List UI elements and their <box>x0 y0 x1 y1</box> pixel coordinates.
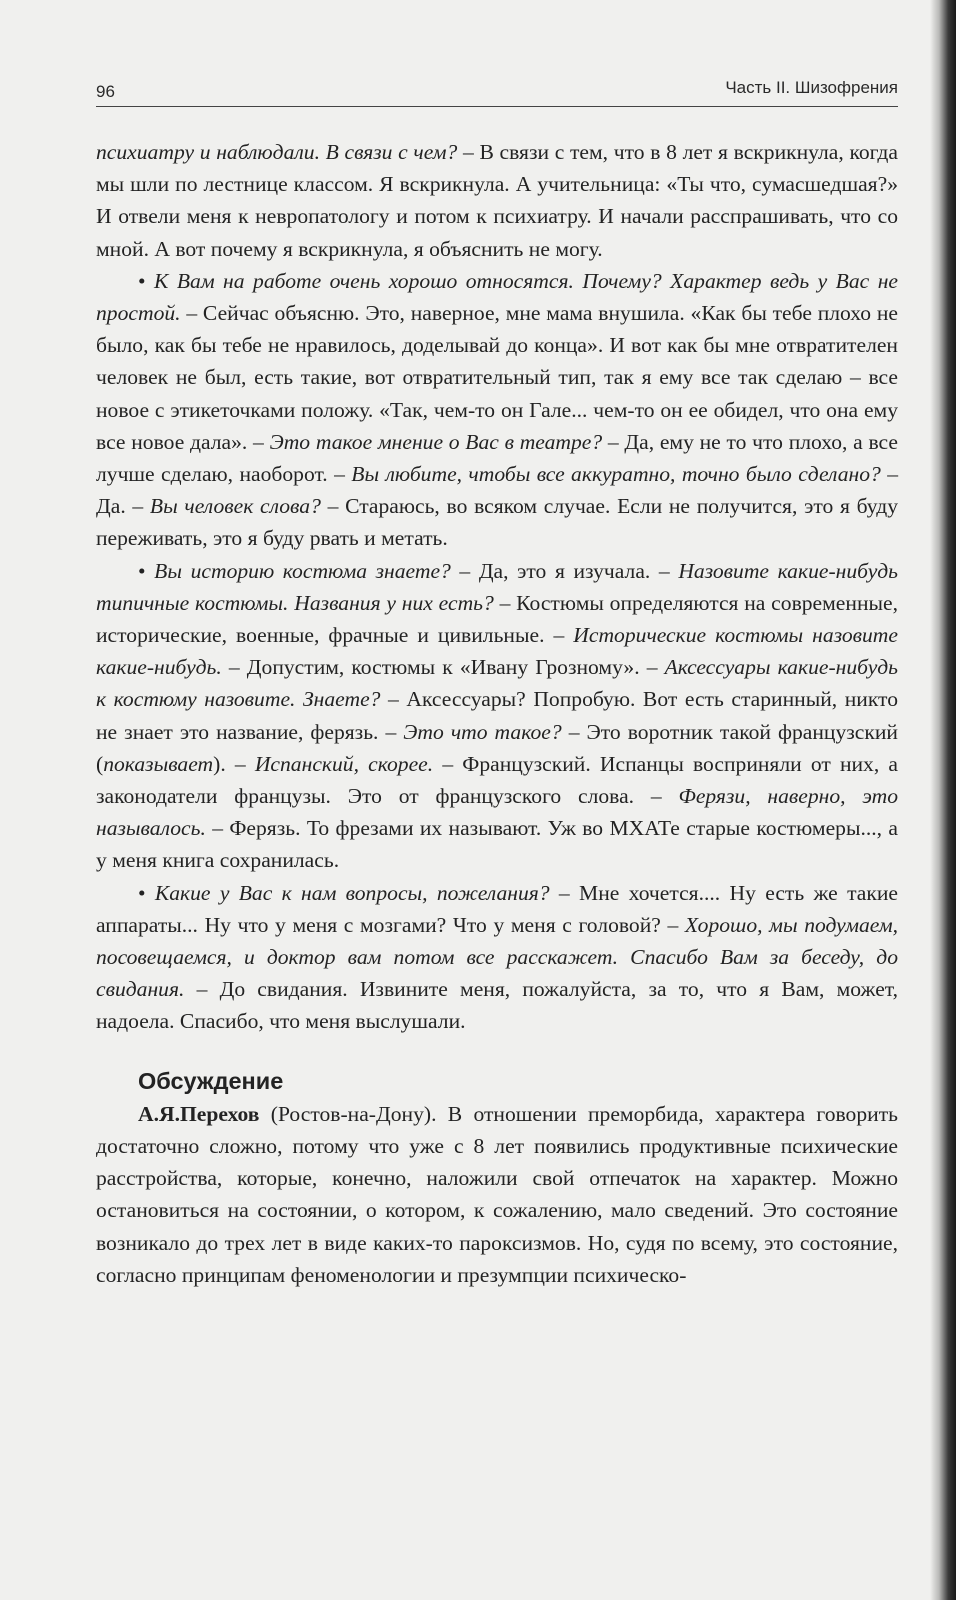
question-text: показывает <box>103 751 214 776</box>
answer-text: – Да, это я изучала. – <box>450 558 679 583</box>
paragraph-1 <box>96 136 898 265</box>
question-text: К Вам на работе очень хорошо относятся. Почему? Характер ведь у Вас не простой. <box>96 268 898 326</box>
question-text: Это такое мнение о Вас в театре? <box>269 429 603 454</box>
answer-text: – Стараюсь, во всяком случае. Если не получится, это я буду переживать, это я буду рвать и метать. <box>96 494 899 551</box>
answer-text: – В связи с тем, что в 8 лет я вскрикнула, когда мы шли по лестнице классом. Я вскрикнула. А учительница: «Ты что, сумасшедшая?» И отвели меня к невропатологу и потом к психиатру. И начали расспрашивать, что со мной. А вот почему я вскрикнула, я объяснить не могу. <box>96 140 899 261</box>
book-spine-shadow <box>930 0 956 1600</box>
answer-text: – Допустим, костюмы к «Ивану Грозному». – <box>221 655 665 680</box>
answer-text: – Костюмы определяются на современные, исторические, военные, фрачные и цивильные. – <box>96 590 898 648</box>
question-text: Вы любите, чтобы все аккуратно, точно было сделано? <box>351 462 881 487</box>
answer-text: – Сейчас объясню. Это, наверное, мне мама внушила. «Как бы тебе плохо не было, как бы тебе не нравилось, доделывай до конца». И вот как бы мне отвратителен человек не был, есть такие, вот отвратительный тип, так я ему все так сделаю – все новое с этикеточками положу. «Так, чем-то он Гале... чем-то он ее обидел, что она ему все новое дала». – <box>96 301 898 454</box>
answer-text: • <box>138 268 155 293</box>
question-text: Вы человек слова? <box>149 494 321 519</box>
question-text: Исторические костюмы назовите какие-нибудь. <box>96 623 898 680</box>
question-text: Это что такое? <box>403 719 562 744</box>
discussion-paragraph <box>96 1098 898 1291</box>
answer-text: – Французский. Испанцы восприняли от них, а законодатели французы. Это от французского слова. – <box>96 751 898 809</box>
question-text: Ферязи, наверно, это называлось. <box>96 784 898 841</box>
answer-text: – Ферязь. То фрезами их называют. Уж во МХАТе старые костюмеры..., а у меня книга сохранилась. <box>96 816 898 873</box>
answer-text: – Аксессуары? Попробую. Вот есть старинный, никто не знает это название, ферязь. – <box>96 687 898 744</box>
paragraph-4 <box>96 877 898 1038</box>
answer-text: • <box>138 880 155 905</box>
speaker-name: А.Я.Перехов <box>138 1101 260 1126</box>
question-text: Хорошо, мы подумаем, посовещаемся, и доктор вам потом все расскажет. Спасибо Вам за беседу, до свидания. <box>96 912 898 1002</box>
question-text: Какие у Вас к нам вопросы, пожелания? <box>154 880 550 905</box>
answer-text: – До свидания. Извините меня, пожалуйста, за то, что я Вам, может, надоела. Спасибо, что меня выслушали. <box>96 977 898 1034</box>
answer-text: – Это воротник такой французский ( <box>96 719 898 776</box>
answer-text: – Мне хочется.... Ну есть же такие аппараты... Ну что у меня с мозгами? Что у меня с головой? – <box>96 880 898 937</box>
question-text: Испанский, скорее. <box>254 751 434 776</box>
question-text: Аксессуары какие-нибудь к костюму назовите. Знаете? <box>96 655 898 712</box>
paragraph-2 <box>96 265 898 555</box>
page-number: 96 <box>96 82 115 101</box>
page-header <box>96 76 898 107</box>
answer-text: • <box>138 558 155 583</box>
discussion-text: (Ростов-на-Дону). В отношении преморбида, характера говорить достаточно сложно, потому что уже с 8 лет появились продуктивные психические расстройства, которые, конечно, наложили свой отпечаток на характер. Можно остановиться на состоянии, о котором, к сожалению, мало сведений. Это состояние возникало до трех лет в виде каких-то пароксизмов. Но, судя по всему, это состояние, согласно принципам феноменологии и презумпции психическо- <box>96 1101 898 1287</box>
question-text: Назовите какие-нибудь типичные костюмы. Названия у них есть? <box>96 558 898 615</box>
paragraph-3 <box>96 555 898 877</box>
section-heading: Обсуждение <box>138 1067 284 1094</box>
page-body <box>96 136 898 1291</box>
question-text: Вы историю костюма знаете? <box>154 558 451 583</box>
question-text: психиатру и наблюдали. В связи с чем? <box>96 140 458 164</box>
answer-text: – Да. – <box>96 462 898 519</box>
answer-text: ). – <box>213 751 255 776</box>
answer-text: – Да, ему не то что плохо, а все лучше сделаю, наоборот. – <box>96 429 898 487</box>
running-title: Часть II. Шизофрения <box>725 78 898 97</box>
